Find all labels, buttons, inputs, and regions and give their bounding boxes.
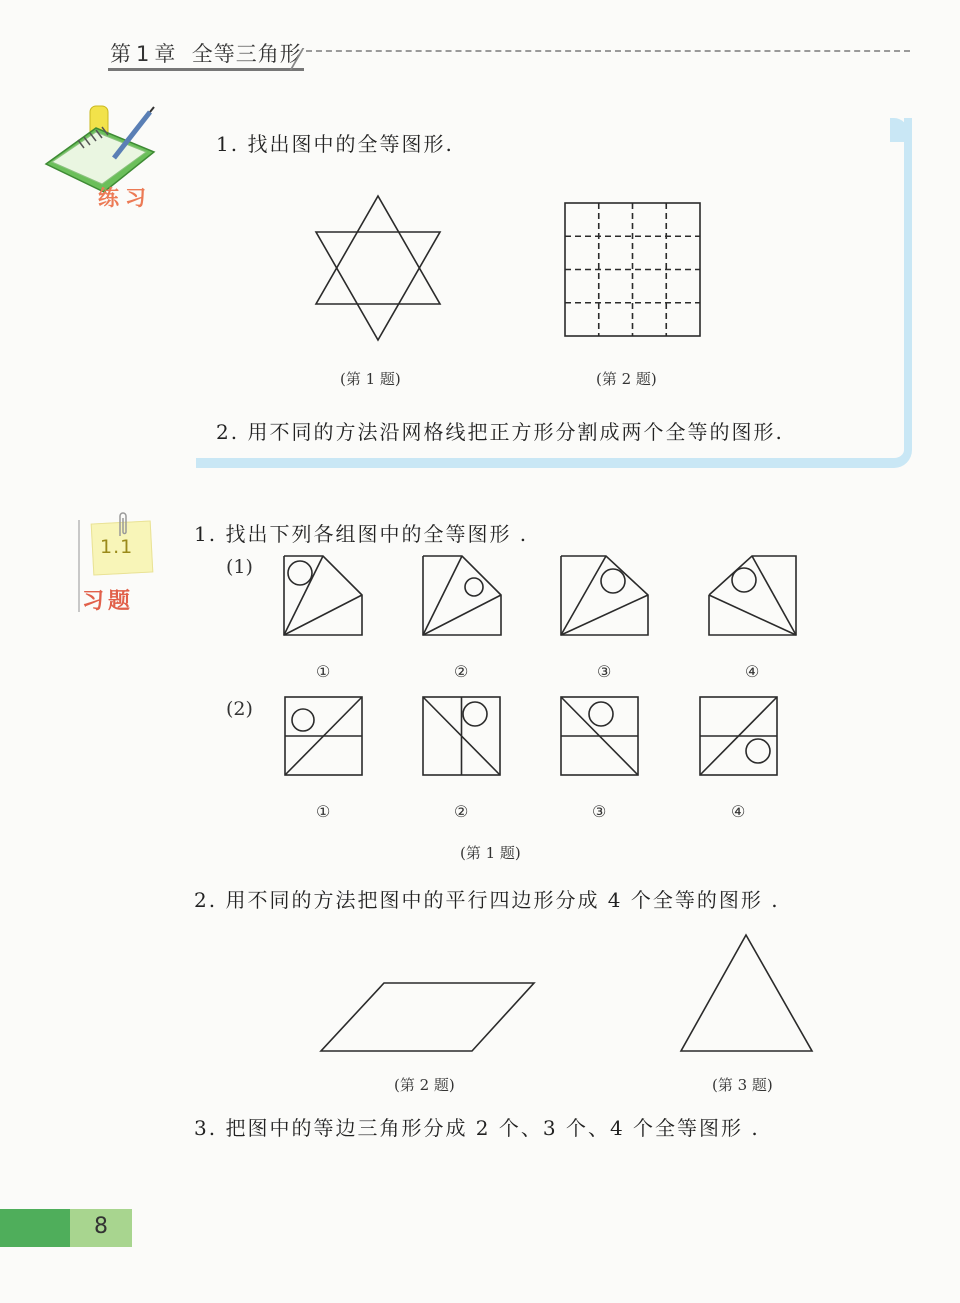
group-2-figure-2 bbox=[422, 696, 502, 778]
equilateral-triangle-figure bbox=[678, 932, 816, 1054]
hexagram-figure bbox=[312, 194, 444, 342]
group-2-label: (2) bbox=[226, 698, 253, 720]
practice-badge-label: 练习 bbox=[98, 186, 152, 210]
chapter-suffix: 章 bbox=[154, 42, 177, 66]
group-2-label-3: ③ bbox=[592, 802, 607, 821]
group-1-label-1: ① bbox=[316, 662, 331, 681]
header-dashed-rule bbox=[306, 50, 910, 52]
group-1-figure-1 bbox=[283, 555, 363, 637]
exercise-figure-1-caption: (第 1 题) bbox=[460, 844, 521, 862]
parallelogram-figure bbox=[318, 980, 538, 1054]
header-underline bbox=[108, 68, 304, 71]
chapter-title: 全等三角形 bbox=[191, 42, 302, 66]
group-2-figure-3 bbox=[560, 696, 640, 778]
practice-question-2: 2. 用不同的方法沿网格线把正方形分割成两个全等的图形. bbox=[216, 420, 784, 444]
page-number-bar bbox=[0, 1209, 70, 1247]
exercise-badge-label: 习题 bbox=[82, 589, 135, 614]
practice-figure-1-caption: (第 1 题) bbox=[340, 370, 401, 388]
group-2-label-4: ④ bbox=[731, 802, 746, 821]
group-1-figure-3 bbox=[560, 555, 650, 637]
group-1-label-4: ④ bbox=[745, 662, 760, 681]
exercise-badge-number: 1.1 bbox=[100, 536, 134, 558]
practice-figure-2-caption: (第 2 题) bbox=[596, 370, 657, 388]
exercise-question-1: 1. 找出下列各组图中的全等图形 . bbox=[194, 522, 529, 546]
group-1-label: (1) bbox=[226, 556, 253, 578]
exercise-figure-3-caption: (第 3 题) bbox=[712, 1076, 773, 1094]
group-1-label-2: ② bbox=[454, 662, 469, 681]
group-1-figure-4 bbox=[708, 555, 798, 637]
exercise-badge-edge bbox=[78, 520, 80, 612]
practice-question-1: 1. 找出图中的全等图形. bbox=[216, 132, 454, 156]
exercise-question-3: 3. 把图中的等边三角形分成 2 个、3 个、4 个全等图形 . bbox=[194, 1116, 760, 1140]
group-2-figure-4 bbox=[699, 696, 779, 778]
page-number: 8 bbox=[94, 1214, 108, 1239]
group-2-figure-1 bbox=[284, 696, 364, 778]
chapter-number: 1 bbox=[136, 42, 151, 66]
chapter-prefix: 第 bbox=[110, 42, 132, 66]
chapter-header bbox=[110, 38, 302, 68]
group-2-label-2: ② bbox=[454, 802, 469, 821]
exercise-question-2: 2. 用不同的方法把图中的平行四边形分成 4 个全等的图形 . bbox=[194, 888, 780, 912]
group-2-label-1: ① bbox=[316, 802, 331, 821]
grid-square-figure bbox=[564, 202, 702, 338]
exercise-figure-2-caption: (第 2 题) bbox=[394, 1076, 455, 1094]
group-1-label-3: ③ bbox=[597, 662, 612, 681]
group-1-figure-2 bbox=[422, 555, 502, 637]
